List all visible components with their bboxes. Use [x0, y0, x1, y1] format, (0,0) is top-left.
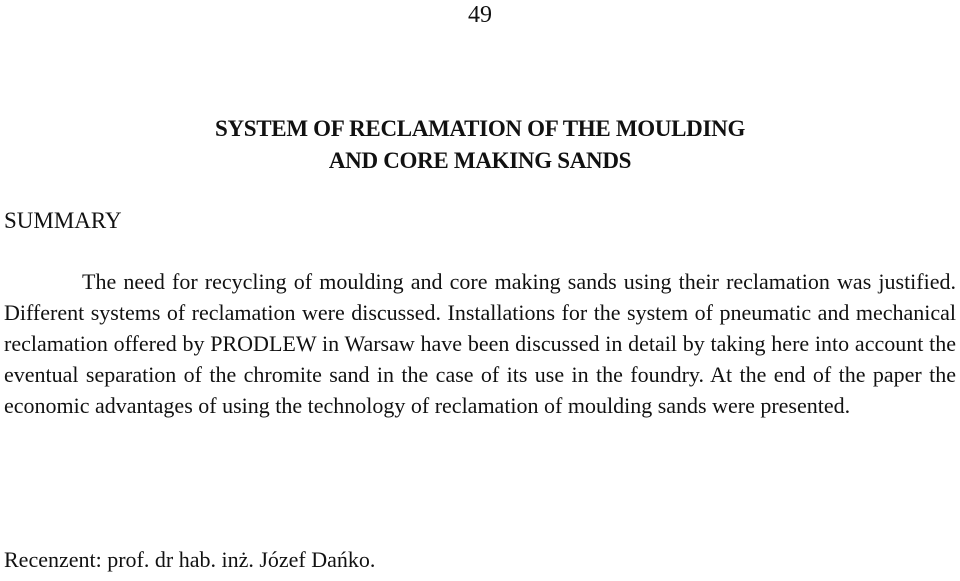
page-number: 49 — [468, 2, 492, 28]
paper-title — [0, 113, 960, 177]
reviewer-line: Recenzent: prof. dr hab. inż. Józef Dańko. — [4, 547, 376, 572]
paper-title-line-1: SYSTEM OF RECLAMATION OF THE MOULDING — [214, 116, 746, 141]
abstract-paragraph: The need for recycling of moulding and core making sands using their reclamation was justified. Different systems of reclamation were discussed. Installations for the system of pneumatic and mechanical reclamation offered by PRODLEW in Warsaw have been discussed in detail by taking here into account the eventual separation of the chromite sand in the case of its use in the foundry. At the end of the paper the economic advantages of using the technology of reclamation of moulding sands were presented. — [4, 269, 956, 418]
paper-title-line-2: AND CORE MAKING SANDS — [328, 148, 632, 173]
summary-heading: SUMMARY — [4, 208, 122, 233]
